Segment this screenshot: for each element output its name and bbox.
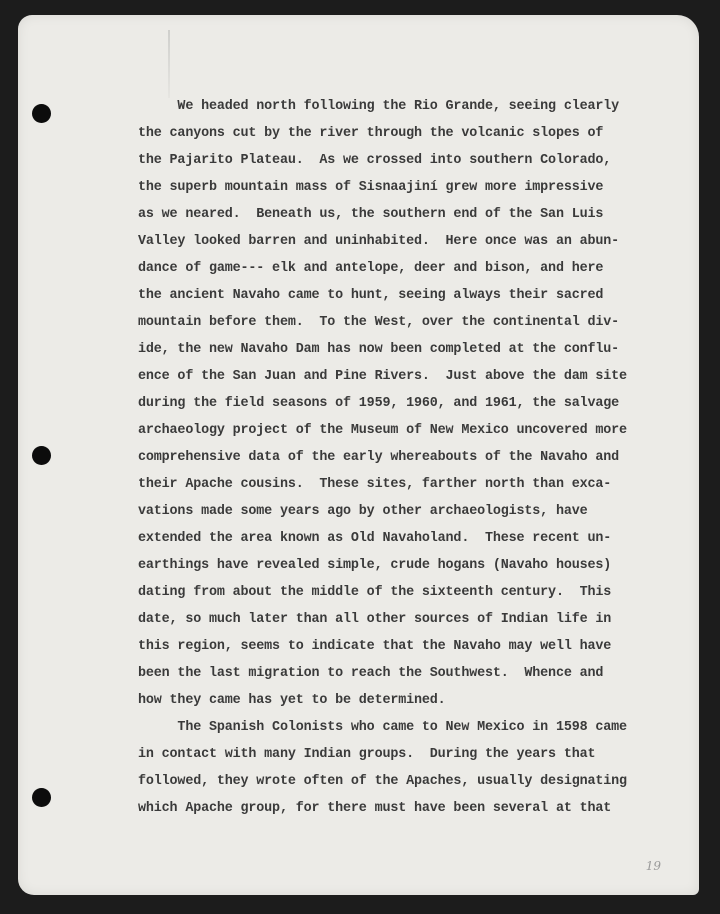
text-line: vations made some years ago by other archaeologists, have [138, 504, 588, 519]
text-line: earthings have revealed simple, crude hogans (Navaho houses) [138, 558, 612, 573]
text-line: Valley looked barren and uninhabited. Here once was an abun- [138, 234, 620, 249]
text-line: dating from about the middle of the sixteenth century. This [138, 585, 612, 600]
binder-hole-top [32, 104, 51, 123]
text-line: mountain before them. To the West, over the continental div- [138, 315, 620, 330]
page-number-mark: 19 [645, 859, 661, 873]
binder-hole-middle [32, 446, 51, 465]
text-line: the ancient Navaho came to hunt, seeing always their sacred [138, 288, 604, 303]
text-line: during the field seasons of 1959, 1960, and 1961, the salvage [138, 396, 620, 411]
text-line: date, so much later than all other sources of Indian life in [138, 612, 612, 627]
text-line: which Apache group, for there must have been several at that [138, 801, 612, 816]
text-line: how they came has yet to be determined. [138, 693, 446, 708]
text-line: dance of game--- elk and antelope, deer and bison, and here [138, 261, 604, 276]
text-line: archaeology project of the Museum of New Mexico uncovered more [138, 423, 627, 438]
binder-hole-bottom [32, 788, 51, 807]
text-line: We headed north following the Rio Grande, seeing clearly [138, 99, 620, 114]
paper-fold-mark [168, 30, 170, 98]
text-line: followed, they wrote often of the Apaches, usually designating [138, 774, 627, 789]
paper-sheet [18, 15, 699, 895]
text-line: in contact with many Indian groups. During the years that [138, 747, 596, 762]
text-line: The Spanish Colonists who came to New Mexico in 1598 came [138, 720, 627, 735]
text-line: been the last migration to reach the Southwest. Whence and [138, 666, 604, 681]
text-line: extended the area known as Old Navaholand. These recent un- [138, 531, 612, 546]
text-line: their Apache cousins. These sites, farther north than exca- [138, 477, 612, 492]
text-line: this region, seems to indicate that the Navaho may well have [138, 639, 612, 654]
text-line: ide, the new Navaho Dam has now been completed at the conflu- [138, 342, 620, 357]
text-line: as we neared. Beneath us, the southern end of the San Luis [138, 207, 604, 222]
text-line: the canyons cut by the river through the volcanic slopes of [138, 126, 604, 141]
text-line: ence of the San Juan and Pine Rivers. Just above the dam site [138, 369, 627, 384]
typed-text-body [138, 93, 648, 822]
text-line: the superb mountain mass of Sisnaajiní grew more impressive [138, 180, 604, 195]
text-line: comprehensive data of the early whereabouts of the Navaho and [138, 450, 620, 465]
text-line: the Pajarito Plateau. As we crossed into southern Colorado, [138, 153, 612, 168]
